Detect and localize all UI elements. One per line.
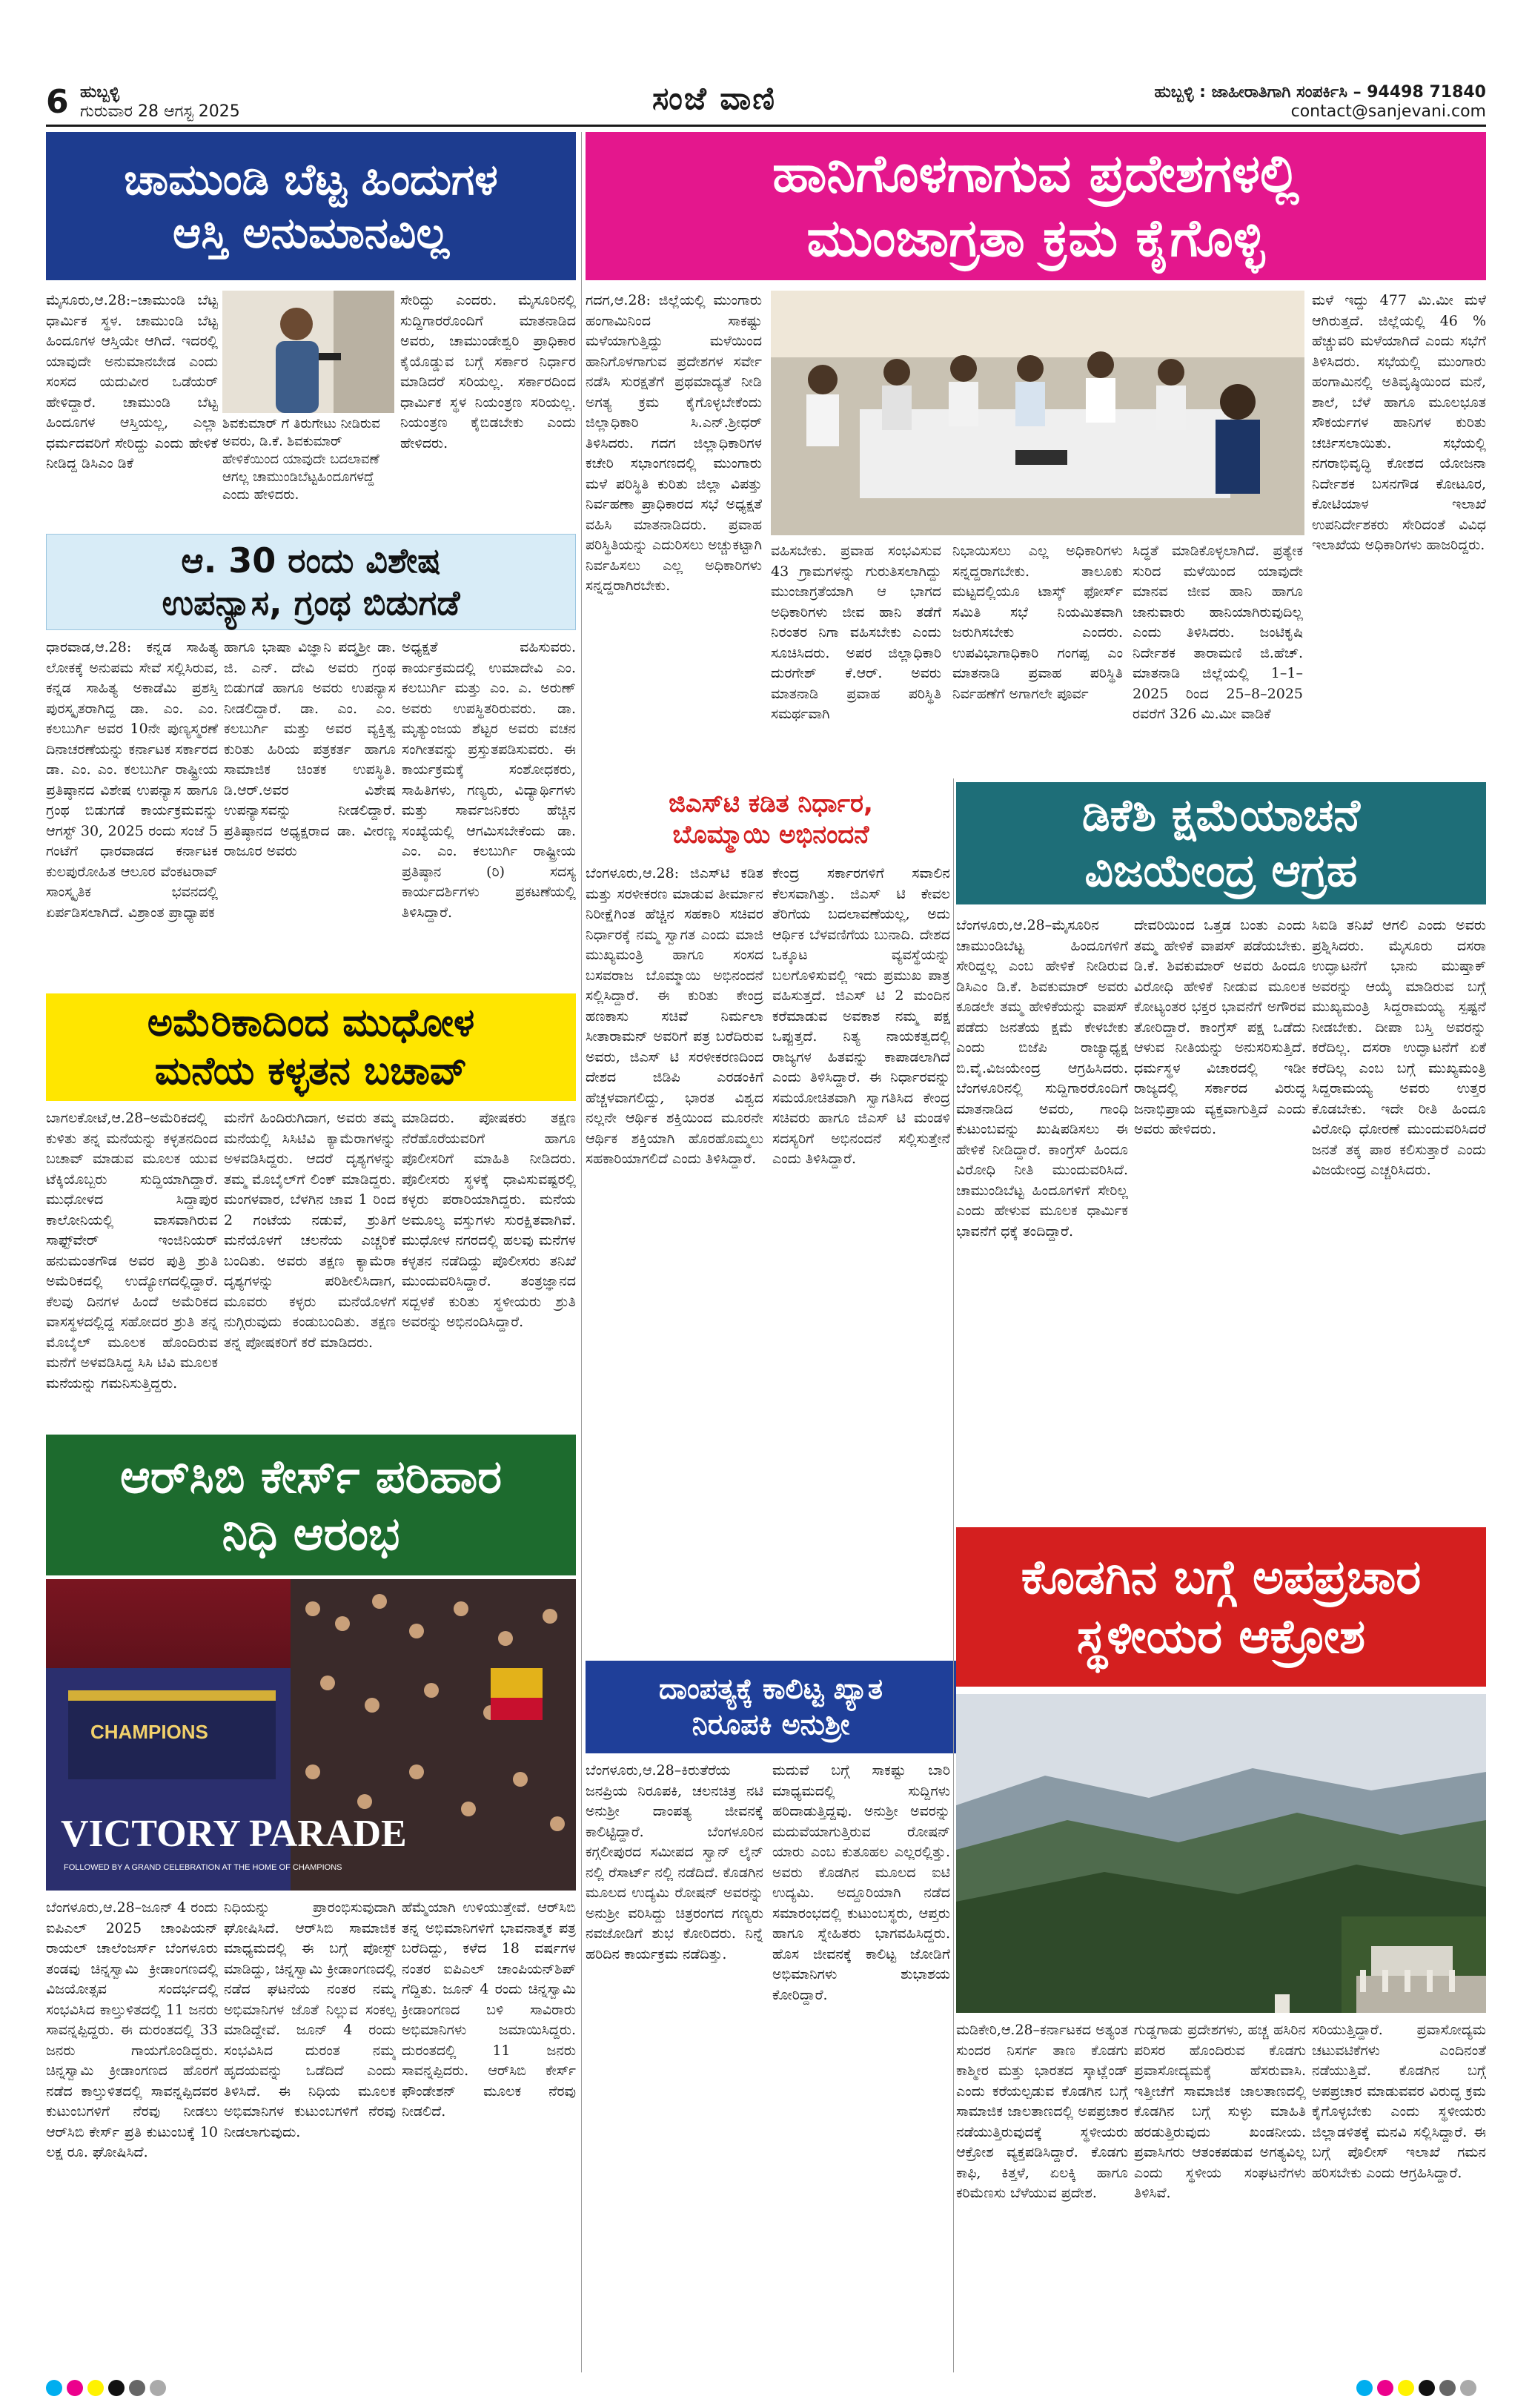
headline-hani: ಹಾನಿಗೊಳಗಾಗುವ ಪ್ರದೇಶಗಳಲ್ಲಿ ಮುಂಜಾಗ್ರತಾ ಕ್ರಮ ಕೈಗೊಳ್ಳಿ bbox=[586, 132, 1486, 280]
hani-col4: ಸಿದ್ಧತೆ ಮಾಡಿಕೊಳ್ಳಲಾಗಿದೆ. ಪ್ರತ್ಯೇಕ ಸುರಿದ ಮಳೆಯಿಂದ ಯಾವುದೇ ಮಾನವ ಜೀವ ಹಾನಿ ಹಾಗೂ ಜಾನುವಾರು ಹಾನಿಯಾಗಿರುವುದಿಲ್ಲ ಎಂದು ತಿಳಿಸಿದರು. ಜಂಟಿಕೃಷಿ ನಿರ್ದೇಶಕ ತಾರಾಮಣಿ ಜಿ.ಹೆಚ್. ಮಾತನಾಡಿ ಜಿಲ್ಲೆಯಲ್ಲಿ 1–1–2025 ರಿಂದ 25–8–2025 ರವರೆಗೆ 326 ಮಿ.ಮೀ ವಾಡಿಕೆ bbox=[1133, 543, 1303, 722]
column-rule bbox=[581, 132, 582, 2372]
rcb-col1: ಬೆಂಗಳೂರು,ಆ.28–ಜೂನ್ 4 ರಂದು ಐಪಿಎಲ್ 2025 ಚಾಂಪಿಯನ್ ರಾಯಲ್ ಚಾಲೆಂಜರ್ಸ್ ಬೆಂಗಳೂರು ತಂಡವು ಚಿನ್ನಸ್ವಾಮಿ ಕ್ರೀಡಾಂಗಣದಲ್ಲಿ ವಿಜಯೋತ್ಸವ ಸಂದರ್ಭದಲ್ಲಿ ಸಂಭವಿಸಿದ ಕಾಲ್ತುಳಿತದಲ್ಲಿ 11 ಜನರು ಸಾವನ್ನಪ್ಪಿದ್ದರು. ಈ ದುರಂತದಲ್ಲಿ 33 ಜನರು ಗಾಯಗೊಂಡಿದ್ದರು. ಚಿನ್ನಸ್ವಾಮಿ ಕ್ರೀಡಾಂಗಣದ ಹೊರಗೆ ನಡೆದ ಕಾಲ್ತುಳಿತದಲ್ಲಿ ಸಾವನ್ನಪ್ಪಿದವರ ಕುಟುಂಬಗಳಿಗೆ ನೆರವು ನೀಡಲು ಆರ್‌ಸಿಬಿ ಕೇರ್ಸ್ ಪ್ರತಿ ಕುಟುಂಬಕ್ಕೆ 10 ಲಕ್ಷ ರೂ. ಘೋಷಿಸಿದೆ. bbox=[46, 1899, 218, 2160]
column-rule bbox=[953, 778, 954, 2372]
upanyasa-col3: ಅಧ್ಯಕ್ಷತೆ ವಹಿಸುವರು. ಕಾರ್ಯಕ್ರಮದಲ್ಲಿ ಉಮಾದೇವಿ ಎಂ. ಕಲಬುರ್ಗಿ ಮತ್ತು ಎಂ. ಎ. ಅರುಣ್ ಅವರು ಉಪಸ್ಥಿತರಿರುವರು. ಡಾ. ಮೃತ್ಯುಂಜಯ ಶೆಟ್ಟರ ಅವರು ವಚನ ಸಂಗೀತವನ್ನು ಪ್ರಸ್ತುತಪಡಿಸುವರು. ಈ ಕಾರ್ಯಕ್ರಮಕ್ಕೆ ಸಂಶೋಧಕರು, ಸಾಹಿತಿಗಳು, ಗಣ್ಯರು, ವಿದ್ಯಾರ್ಥಿಗಳು ಮತ್ತು ಸಾರ್ವಜನಿಕರು ಹೆಚ್ಚಿನ ಸಂಖ್ಯೆಯಲ್ಲಿ ಆಗಮಿಸಬೇಕೆಂದು ಡಾ. ಎಂ. ಎಂ. ಕಲಬುರ್ಗಿ ರಾಷ್ಟ್ರೀಯ ಪ್ರತಿಷ್ಠಾನ (ರಿ) ಸದಸ್ಯ ಕಾರ್ಯದರ್ಶಿಗಳು ಪ್ರಕಟಣೆಯಲ್ಲಿ ತಿಳಿಸಿದ್ದಾರೆ. bbox=[402, 639, 576, 921]
hani-col1: ಗದಗ,ಆ.28: ಜಿಲ್ಲೆಯಲ್ಲಿ ಮುಂಗಾರು ಹಂಗಾಮಿನಿಂದ ಸಾಕಷ್ಟು ಮಳೆಯಾಗುತ್ತಿದ್ದು ಮಳೆಯಿಂದ ಹಾನಿಗೊಳಗಾಗುವ ಪ್ರದೇಶಗಳ ಸರ್ವೇ ನಡೆಸಿ ಸುರಕ್ಷತೆಗೆ ಪ್ರಥಮಾದ್ಯತೆ ನೀಡಿ ಅಗತ್ಯ ಕ್ರಮ ಕೈಗೊಳ್ಳಬೇಕೆಂದು ಜಿಲ್ಲಾಧಿಕಾರಿ ಸಿ.ಎನ್.ಶ್ರೀಧರ್ ತಿಳಿಸಿದರು. ಗದಗ ಜಿಲ್ಲಾಧಿಕಾರಿಗಳ ಕಚೇರಿ ಸಭಾಂಗಣದಲ್ಲಿ ಮುಂಗಾರು ಮಳೆ ಪರಿಸ್ಥಿತಿ ಕುರಿತು ಜಿಲ್ಲಾ ವಿಪತ್ತು ನಿರ್ವಹಣಾ ಪ್ರಾಧಿಕಾರದ ಸಭೆ ಅಧ್ಯಕ್ಷತೆ ವಹಿಸಿ ಮಾತನಾಡಿದರು. ಪ್ರವಾಹ ಪರಿಸ್ಥಿತಿಯನ್ನು ಎದುರಿಸಲು ಅಚ್ಚುಕಟ್ಟಾಗಿ ನಿರ್ವಹಿಸಲು ಎಲ್ಲ ಅಧಿಕಾರಿಗಳು ಸನ್ನದ್ದರಾಗಿರಬೇಕು. bbox=[586, 292, 762, 594]
print-registration-marks-right bbox=[1356, 2380, 1481, 2399]
chamundi-photo bbox=[222, 291, 394, 413]
rcb-col2: ನಿಧಿಯನ್ನು ಪ್ರಾರಂಭಿಸುವುದಾಗಿ ಘೋಷಿಸಿದೆ. ಆರ್‌ಸಿಬಿ ಸಾಮಾಜಿಕ ಮಾಧ್ಯಮದಲ್ಲಿ ಈ ಬಗ್ಗೆ ಪೋಸ್ಟ್ ಮಾಡಿದ್ದು, ಚಿನ್ನಸ್ವಾಮಿ ಕ್ರೀಡಾಂಗಣದಲ್ಲಿ ನಡೆದ ಘಟನೆಯ ನಂತರ ನಮ್ಮ ಅಭಿಮಾನಿಗಳ ಜೊತೆ ನಿಲ್ಲುವ ಸಂಕಲ್ಪ ಮಾಡಿದ್ದೇವೆ. ಜೂನ್ 4 ರಂದು ಸಂಭವಿಸಿದ ದುರಂತ ನಮ್ಮ ಹೃದಯವನ್ನು ಒಡೆದಿದೆ ಎಂದು ತಿಳಿಸಿದೆ. ಈ ನಿಧಿಯ ಮೂಲಕ ಅಭಿಮಾನಿಗಳ ಕುಟುಂಬಗಳಿಗೆ ನೆರವು ನೀಡಲಾಗುವುದು. bbox=[224, 1899, 396, 2140]
amerika-col3: ಮಾಡಿದರು. ಪೋಷಕರು ತಕ್ಷಣ ನೆರೆಹೊರೆಯವರಿಗೆ ಹಾಗೂ ಪೊಲೀಸರಿಗೆ ಮಾಹಿತಿ ನೀಡಿದರು. ಪೊಲೀಸರು ಸ್ಥಳಕ್ಕೆ ಧಾವಿಸುವಷ್ಟರಲ್ಲಿ ಕಳ್ಳರು ಪರಾರಿಯಾಗಿದ್ದರು. ಮನೆಯ ಅಮೂಲ್ಯ ವಸ್ತುಗಳು ಸುರಕ್ಷಿತವಾಗಿವೆ. ಮುಧೋಳ ನಗರದಲ್ಲಿ ಹಲವು ಮನೆಗಳ ಕಳ್ಳತನ ನಡೆದಿದ್ದು ಪೊಲೀಸರು ತನಿಖೆ ಮುಂದುವರಿಸಿದ್ದಾರೆ. ತಂತ್ರಜ್ಞಾನದ ಸದ್ಬಳಕೆ ಕುರಿತು ಸ್ಥಳೀಯರು ಶ್ರುತಿ ಅವರನ್ನು ಅಭಿನಂದಿಸಿದ್ದಾರೆ. bbox=[402, 1110, 576, 1330]
photo-text-victory-parade: VICTORY PARADE bbox=[61, 1813, 407, 1855]
kodagu-col2: ಗುಡ್ಡಗಾಡು ಪ್ರದೇಶಗಳು, ಹಚ್ಚ ಹಸಿರಿನ ಪರಿಸರ ಹೊಂದಿರುವ ಕೊಡಗು ಪ್ರವಾಸೋದ್ಯಮಕ್ಕೆ ಹೆಸರುವಾಸಿ. ಇತ್ತೀಚೆಗೆ ಸಾಮಾಜಿಕ ಜಾಲತಾಣದಲ್ಲಿ ಕೊಡಗಿನ ಬಗ್ಗೆ ಸುಳ್ಳು ಮಾಹಿತಿ ಹರಡುತ್ತಿರುವುದು ಖಂಡನೀಯ. ಪ್ರವಾಸಿಗರು ಆತಂಕಪಡುವ ಅಗತ್ಯವಿಲ್ಲ ಎಂದು ಸ್ಥಳೀಯ ಸಂಘಟನೆಗಳು ತಿಳಿಸಿವೆ. bbox=[1134, 2022, 1306, 2201]
upanyasa-col1: ಧಾರವಾಡ,ಆ.28: ಕನ್ನಡ ಸಾಹಿತ್ಯ ಲೋಕಕ್ಕೆ ಅನುಪಮ ಸೇವೆ ಸಲ್ಲಿಸಿರುವ, ಕನ್ನಡ ಸಾಹಿತ್ಯ ಅಕಾಡೆಮಿ ಪ್ರಶಸ್ತಿ ಪುರಸ್ಕೃತರಾಗಿದ್ದ ಡಾ. ಎಂ. ಎಂ. ಕಲಬುರ್ಗಿ ಅವರ 10ನೇ ಪುಣ್ಯಸ್ಮರಣೆ ದಿನಾಚರಣೆಯನ್ನು ಕರ್ನಾಟಕ ಸರ್ಕಾರದ ಡಾ. ಎಂ. ಎಂ. ಕಲಬುರ್ಗಿ ರಾಷ್ಟ್ರೀಯ ಪ್ರತಿಷ್ಠಾನದ ವಿಶೇಷ ಉಪನ್ಯಾಸ ಹಾಗೂ ಗ್ರಂಥ ಬಿಡುಗಡೆ ಕಾರ್ಯಕ್ರಮವನ್ನು ಆಗಸ್ಟ್ 30, 2025 ರಂದು ಸಂಜೆ 5 ಗಂಟೆಗೆ ಧಾರವಾಡದ ಕರ್ನಾಟಕ ಕುಲಪುರೋಹಿತ ಆಲೂರ ವೆಂಕಟರಾವ್ ಸಾಂಸ್ಕೃತಿಕ ಭವನದಲ್ಲಿ ಏರ್ಪಡಿಸಲಾಗಿದೆ. ವಿಶ್ರಾಂತ ಪ್ರಾಧ್ಯಾಪಕ bbox=[46, 639, 218, 921]
hani-meeting-photo bbox=[771, 291, 1304, 535]
page-number: 6 bbox=[46, 83, 69, 121]
kodagu-col3: ಸರಿಯುತ್ತಿದ್ದಾರೆ. ಪ್ರವಾಸೋದ್ಯಮ ಚಟುವಟಿಕೆಗಳು ಎಂದಿನಂತೆ ನಡೆಯುತ್ತಿವೆ. ಕೊಡಗಿನ ಬಗ್ಗೆ ಅಪಪ್ರಚಾರ ಮಾಡುವವರ ವಿರುದ್ಧ ಕ್ರಮ ಕೈಗೊಳ್ಳಬೇಕು ಎಂದು ಸ್ಥಳೀಯರು ಜಿಲ್ಲಾಡಳಿತಕ್ಕೆ ಮನವಿ ಸಲ್ಲಿಸಿದ್ದಾರೆ. ಈ ಬಗ್ಗೆ ಪೊಲೀಸ್ ಇಲಾಖೆ ಗಮನ ಹರಿಸಬೇಕು ಎಂದು ಆಗ್ರಹಿಸಿದ್ದಾರೆ. bbox=[1312, 2022, 1486, 2181]
masthead-email[interactable]: contact@sanjevani.com bbox=[1290, 102, 1486, 121]
amerika-col1: ಬಾಗಲಕೋಟೆ,ಆ.28–ಅಮೆರಿಕದಲ್ಲಿ ಕುಳಿತು ತನ್ನ ಮನೆಯನ್ನು ಕಳ್ಳತನದಿಂದ ಬಚಾವ್ ಮಾಡುವ ಮೂಲಕ ಯುವ ಟೆಕ್ಕಿಯೊಬ್ಬರು ಸುದ್ದಿಯಾಗಿದ್ದಾರೆ. ಮುಧೋಳದ ಸಿದ್ದಾಪುರ ಕಾಲೋನಿಯಲ್ಲಿ ವಾಸವಾಗಿರುವ ಸಾಫ್ಟ್‌ವೇರ್ ಇಂಜಿನಿಯರ್ ಹನುಮಂತಗೌಡ ಅವರ ಪುತ್ರಿ ಶ್ರುತಿ ಅಮೆರಿಕದಲ್ಲಿ ಉದ್ಯೋಗದಲ್ಲಿದ್ದಾರೆ. ಕೆಲವು ದಿನಗಳ ಹಿಂದೆ ಅಮೆರಿಕದ ವಾಸಸ್ಥಳದಲ್ಲಿದ್ದ ಸಹೋದರ ಶ್ರುತಿ ತನ್ನ ಮೊಬೈಲ್ ಮೂಲಕ ಹೊಂದಿರುವ ಮನೆಗೆ ಅಳವಡಿಸಿದ್ದ ಸಿಸಿ ಟಿವಿ ಮೂಲಕ ಮನೆಯನ್ನು ಗಮನಿಸುತ್ತಿದ್ದರು. bbox=[46, 1110, 218, 1392]
hani-col5: ಮಳೆ ಇದ್ದು 477 ಮಿ.ಮೀ ಮಳೆ ಆಗಿರುತ್ತದೆ. ಜಿಲ್ಲೆಯಲ್ಲಿ 46 % ಹೆಚ್ಚುವರಿ ಮಳೆಯಾಗಿದೆ ಎಂದು ಸಭೆಗೆ ತಿಳಿಸಿದರು. ಸಭೆಯಲ್ಲಿ ಮುಂಗಾರು ಹಂಗಾಮಿನಲ್ಲಿ ಅತಿವೃಷ್ಠಿಯಿಂದ ಮನೆ, ಶಾಲೆ, ಬೆಳೆ ಹಾಗೂ ಮೂಲಭೂತ ಸೌಕರ್ಯಗಳ ಹಾನಿಗಳ ಕುರಿತು ಚರ್ಚಿಸಲಾಯಿತು. ಸಭೆಯಲ್ಲಿ ನಗರಾಭಿವೃದ್ಧಿ ಕೋಶದ ಯೋಜನಾ ನಿರ್ದೇಶಕ ಬಸನಗೌಡ ಕೋಟೂರ, ಕೋಟಿಯಾಳ ಇಲಾಖೆ ಉಪನಿರ್ದೇಶಕರು ಸೇರಿದಂತೆ ವಿವಿಧ ಇಲಾಖೆಯ ಅಧಿಕಾರಿಗಳು ಹಾಜರಿದ್ದರು. bbox=[1312, 292, 1486, 553]
chamundi-caption: ಶಿವಕುಮಾರ್ ಗೆ ತಿರುಗೇಟು ನೀಡಿರುವ ಅವರು, ಡಿ.ಕೆ. ಶಿವಕುಮಾರ್ ಹೇಳಿಕೆಯಿಂದ ಯಾವುದೇ ಬದಲಾವಣೆ ಆಗಲ್ಲ ಚಾಮುಂಡಿಬೆಟ್ಟಹಿಂದೂಗಳದ್ದೆ ಎಂದು ಹೇಳಿದರು. bbox=[222, 416, 380, 503]
kodagu-col1: ಮಡಿಕೇರಿ,ಆ.28–ಕರ್ನಾಟಕದ ಅತ್ಯಂತ ಸುಂದರ ನಿಸರ್ಗ ತಾಣ ಕೊಡಗು ಕಾಶ್ಮೀರ ಮತ್ತು ಭಾರತದ ಸ್ಕಾಟ್ಲೆಂಡ್ ಎಂದು ಕರೆಯಲ್ಪಡುವ ಕೊಡಗಿನ ಬಗ್ಗೆ ಸಾಮಾಜಿಕ ಜಾಲತಾಣದಲ್ಲಿ ಅಪಪ್ರಚಾರ ನಡೆಯುತ್ತಿರುವುದಕ್ಕೆ ಸ್ಥಳೀಯರು ಆಕ್ರೋಶ ವ್ಯಕ್ತಪಡಿಸಿದ್ದಾರೆ. ಕೊಡಗು ಕಾಫಿ, ಕಿತ್ತಳೆ, ಏಲಕ್ಕಿ ಹಾಗೂ ಕರಿಮೆಣಸು ಬೆಳೆಯುವ ಪ್ರದೇಶ. bbox=[956, 2022, 1128, 2201]
headline-rcb: ಆರ್‌ಸಿಬಿ ಕೇರ್ಸ್ ಪರಿಹಾರ ನಿಧಿ ಆರಂಭ bbox=[46, 1435, 576, 1575]
gst-col2: ಕೇಂದ್ರ ಸರ್ಕಾರಗಳಿಗೆ ಸವಾಲಿನ ಕೆಲಸವಾಗಿತ್ತು. ಜಿಎಸ್ ಟಿ ಕೇವಲ ತೆರಿಗೆಯ ಬದಲಾವಣೆಯಲ್ಲ, ಅದು ಆರ್ಥಿಕ ಬೆಳವಣಿಗೆಯ ಬುನಾದಿ. ದೇಶದ ಒಕ್ಕೂಟ ವ್ಯವಸ್ಥೆಯನ್ನು ಬಲಗೊಳಿಸುವಲ್ಲಿ ಇದು ಪ್ರಮುಖ ಪಾತ್ರ ವಹಿಸುತ್ತದೆ. ಜಿಎಸ್ ಟಿ 2 ಮಂದಿನ ಕರೆಮಾಡುವ ಅವಕಾಶ ನಮ್ಮ ಪಕ್ಷ ಒಪ್ಪುತ್ತದೆ. ನಿತ್ಯ ನಾಯಕತ್ವದಲ್ಲಿ ರಾಜ್ಯಗಳ ಹಿತವನ್ನು ಕಾಪಾಡಲಾಗಿದೆ ಎಂದು ತಿಳಿಸಿದ್ದಾರೆ. ಈ ನಿರ್ಧಾರವನ್ನು ಸಮಯೋಚಿತವಾಗಿ ಸ್ವಾಗತಿಸಿದ ಕೇಂದ್ರ ಸಚಿವರು ಹಾಗೂ ಜಿಎಸ್ ಟಿ ಮಂಡಳಿ ಸದಸ್ಯರಿಗೆ ಅಭಿನಂದನೆ ಸಲ್ಲಿಸುತ್ತೇನೆ ಎಂದು ತಿಳಿಸಿದ್ದಾರೆ. bbox=[772, 865, 950, 1167]
headline-anushree: ದಾಂಪತ್ಯಕ್ಕೆ ಕಾಲಿಟ್ಟ ಖ್ಯಾತ ನಿರೂಪಕಿ ಅನುಶ್ರೀ bbox=[586, 1661, 956, 1753]
masthead-city: ಹುಬ್ಬಳ್ಳಿ bbox=[80, 83, 120, 102]
rcb-col3: ಹೆಮ್ಮೆಯಾಗಿ ಉಳಿಯುತ್ತೇವೆ. ಆರ್‌ಸಿಬಿ ತನ್ನ ಅಭಿಮಾನಿಗಳಿಗೆ ಭಾವನಾತ್ಮಕ ಪತ್ರ ಬರೆದಿದ್ದು, ಕಳೆದ 18 ವರ್ಷಗಳ ನಂತರ ಐಪಿಎಲ್ ಚಾಂಪಿಯನ್‌ಶಿಪ್ ಗೆದ್ದಿತು. ಜೂನ್ 4 ರಂದು ಚಿನ್ನಸ್ವಾಮಿ ಕ್ರೀಡಾಂಗಣದ ಬಳಿ ಸಾವಿರಾರು ಅಭಿಮಾನಿಗಳು ಜಮಾಯಿಸಿದ್ದರು. ದುರಂತದಲ್ಲಿ 11 ಜನರು ಸಾವನ್ನಪ್ಪಿದರು. ಆರ್‌ಸಿಬಿ ಕೇರ್ಸ್ ಫೌಂಡೇಶನ್ ಮೂಲಕ ನೆರವು ನೀಡಲಿದೆ. bbox=[402, 1899, 576, 2120]
masthead-rule bbox=[46, 125, 1486, 127]
dkshi-col3: ಸಿಐಡಿ ತನಿಖೆ ಆಗಲಿ ಎಂದು ಅವರು ಪ್ರಶ್ನಿಸಿದರು. ಮೈಸೂರು ದಸರಾ ಉದ್ಘಾಟನೆಗೆ ಭಾನು ಮುಷ್ತಾಕ್ ಅವರನ್ನು ಆಯ್ಕೆ ಮಾಡಿರುವ ಬಗ್ಗೆ ಮುಖ್ಯಮಂತ್ರಿ ಸಿದ್ದರಾಮಯ್ಯ ಸ್ಪಷ್ಟನೆ ನೀಡಬೇಕು. ದೀಪಾ ಬಸ್ತಿ ಅವರನ್ನು ಕರೆದಿಲ್ಲ. ದಸರಾ ಉದ್ಘಾಟನೆಗೆ ಏಕೆ ಕರೆದಿಲ್ಲ ಎಂಬ ಬಗ್ಗೆ ಮುಖ್ಯಮಂತ್ರಿ ಸಿದ್ದರಾಮಯ್ಯ ಅವರು ಉತ್ತರ ಕೊಡಬೇಕು. ಇದೇ ರೀತಿ ಹಿಂದೂ ವಿರೋಧಿ ಧೋರಣೆ ಮುಂದುವರಿಸಿದರೆ ಜನತೆ ತಕ್ಕ ಪಾಠ ಕಲಿಸುತ್ತಾರೆ ಎಂದು ವಿಜಯೇಂದ್ರ ಎಚ್ಚರಿಸಿದರು. bbox=[1312, 917, 1486, 1178]
headline-upanyasa: ಆ. 30 ರಂದು ವಿಶೇಷ ಉಪನ್ಯಾಸ, ಗ್ರಂಥ ಬಿಡುಗಡೆ bbox=[46, 534, 576, 630]
headline-kodagu: ಕೊಡಗಿನ ಬಗ್ಗೆ ಅಪಪ್ರಚಾರ ಸ್ಥಳೀಯರ ಆಕ್ರೋಶ bbox=[956, 1527, 1486, 1687]
anushree-col1: ಬೆಂಗಳೂರು,ಆ.28–ಕಿರುತೆರೆಯ ಜನಪ್ರಿಯ ನಿರೂಪಕಿ, ಚಲನಚಿತ್ರ ನಟಿ ಅನುಶ್ರೀ ದಾಂಪತ್ಯ ಜೀವನಕ್ಕೆ ಕಾಲಿಟ್ಟಿದ್ದಾರೆ. ಬೆಂಗಳೂರಿನ ಕಗ್ಗಲೀಪುರದ ಸಮೀಪದ ಸ್ವಾನ್ ಲೈನ್ ನಲ್ಲಿ ರೆಸಾರ್ಟ್ ನಲ್ಲಿ ನಡೆದಿದೆ. ಕೊಡಗಿನ ಮೂಲದ ಉದ್ಯಮಿ ರೋಷನ್ ಅವರನ್ನು ಅನುಶ್ರೀ ವರಿಸಿದ್ದು ಚಿತ್ರರಂಗದ ಗಣ್ಯರು ನವಜೋಡಿಗೆ ಶುಭ ಕೋರಿದರು. ನಿನ್ನೆ ಹರಿದಿನ ಕಾರ್ಯಕ್ರಮ ನಡೆದಿತ್ತು. bbox=[586, 1762, 763, 1962]
kodagu-landscape-photo bbox=[956, 1694, 1486, 2013]
upanyasa-col2: ಹಾಗೂ ಭಾಷಾ ವಿಜ್ಞಾನಿ ಪದ್ಮಶ್ರೀ ಡಾ. ಜಿ. ಎನ್. ದೇವಿ ಅವರು ಗ್ರಂಥ ಬಿಡುಗಡೆ ಹಾಗೂ ಅವರು ಉಪನ್ಯಾಸ ನೀಡಲಿದ್ದಾರೆ. ಡಾ. ಎಂ. ಎಂ. ಕಲಬುರ್ಗಿ ಮತ್ತು ಅವರ ವ್ಯಕ್ತಿತ್ವ ಕುರಿತು ಹಿರಿಯ ಪತ್ರಕರ್ತ ಹಾಗೂ ಸಾಮಾಜಿಕ ಚಿಂತಕ ಉಪಸ್ಥಿತಿ. ಡಿ.ಆರ್.ಅವರ ವಿಶೇಷ ಉಪನ್ಯಾಸವನ್ನು ನೀಡಲಿದ್ದಾರೆ. ಪ್ರತಿಷ್ಠಾನದ ಅಧ್ಯಕ್ಷರಾದ ಡಾ. ವೀರಣ್ಣ ರಾಜೂರ ಅವರು bbox=[224, 639, 396, 859]
newspaper-logo: ಸಂಜೆ ವಾಣಿ bbox=[652, 80, 776, 116]
headline-amerika: ಅಮೆರಿಕಾದಿಂದ ಮುಧೋಳ ಮನೆಯ ಕಳ್ಳತನ ಬಚಾವ್ bbox=[46, 993, 576, 1101]
headline-chamundi: ಚಾಮುಂಡಿ ಬೆಟ್ಟ ಹಿಂದುಗಳ ಆಸ್ತಿ ಅನುಮಾನವಿಲ್ಲ bbox=[46, 132, 576, 280]
photo-text-caption: FOLLOWED BY A GRAND CELEBRATION AT THE HOME OF CHAMPIONS bbox=[64, 1863, 342, 1872]
amerika-col2: ಮನೆಗೆ ಹಿಂದಿರುಗಿದಾಗ, ಅವರು ತಮ್ಮ ಮನೆಯಲ್ಲಿ ಸಿಸಿಟಿವಿ ಕ್ಯಾಮೆರಾಗಳನ್ನು ಅಳವಡಿಸಿದ್ದರು. ಆದರೆ ದೃಶ್ಯಗಳನ್ನು ತಮ್ಮ ಮೊಬೈಲ್‌ಗೆ ಲಿಂಕ್ ಮಾಡಿದ್ದರು. ಮಂಗಳವಾರ, ಬೆಳಗಿನ ಜಾವ 1 ರಿಂದ 2 ಗಂಟೆಯ ನಡುವೆ, ಶ್ರುತಿಗೆ ಮನೆಯೊಳಗೆ ಚಲನೆಯ ಎಚ್ಚರಿಕೆ ಬಂದಿತು. ಅವರು ತಕ್ಷಣ ಕ್ಯಾಮೆರಾ ದೃಶ್ಯಗಳನ್ನು ಪರಿಶೀಲಿಸಿದಾಗ, ಮೂವರು ಕಳ್ಳರು ಮನೆಯೊಳಗೆ ನುಗ್ಗಿರುವುದು ಕಂಡುಬಂದಿತು. ತಕ್ಷಣ ತನ್ನ ಪೋಷಕರಿಗೆ ಕರೆ ಮಾಡಿದರು. bbox=[224, 1110, 396, 1351]
photo-text-champions: CHAMPIONS bbox=[90, 1721, 208, 1743]
anushree-col2: ಮದುವೆ ಬಗ್ಗೆ ಸಾಕಷ್ಟು ಬಾರಿ ಮಾಧ್ಯಮದಲ್ಲಿ ಸುದ್ದಿಗಳು ಹರಿದಾಡುತ್ತಿದ್ದವು. ಅನುಶ್ರೀ ಅವರನ್ನು ಮದುವೆಯಾಗುತ್ತಿರುವ ರೋಷನ್ ಯಾರು ಎಂಬ ಕುತೂಹಲ ಎಲ್ಲರಲ್ಲಿತ್ತು. ಅವರು ಕೊಡಗಿನ ಮೂಲದ ಐಟಿ ಉದ್ಯಮಿ. ಅದ್ದೂರಿಯಾಗಿ ನಡೆದ ಸಮಾರಂಭದಲ್ಲಿ ಕುಟುಂಬಸ್ಥರು, ಆಪ್ತರು ಹಾಗೂ ಸ್ನೇಹಿತರು ಭಾಗವಹಿಸಿದ್ದರು. ಹೊಸ ಜೀವನಕ್ಕೆ ಕಾಲಿಟ್ಟ ಜೋಡಿಗೆ ಅಭಿಮಾನಿಗಳು ಶುಭಾಶಯ ಕೋರಿದ್ದಾರೆ. bbox=[772, 1762, 950, 2003]
headline-dkshi: ಡಿಕೆಶಿ ಕ್ಷಮೆಯಾಚನೆ ವಿಜಯೇಂದ್ರ ಆಗ್ರಹ bbox=[956, 782, 1486, 904]
masthead-contact: ಹುಬ್ಬಳ್ಳಿ : ಜಾಹೀರಾತಿಗಾಗಿ ಸಂಪರ್ಕಿಸಿ – 94498 71840 bbox=[1154, 83, 1486, 102]
hani-col3: ನಿಭಾಯಿಸಲು ಎಲ್ಲ ಅಧಿಕಾರಿಗಳು ಸನ್ನದ್ದರಾಗಬೇಕು. ತಾಲೂಕು ಮಟ್ಟದಲ್ಲಿಯೂ ಟಾಸ್ಕ್ ಫೋರ್ಸ್ ಸಮಿತಿ ಸಭೆ ನಿಯಮಿತವಾಗಿ ಜರುಗಿಸಬೇಕು ಎಂದರು. ಉಪವಿಭಾಗಾಧಿಕಾರಿ ಗಂಗಪ್ಪ ಎಂ ಮಾತನಾಡಿ ಪ್ರವಾಹ ಪರಿಸ್ಥಿತಿ ನಿರ್ವಹಣೆಗೆ ಅಗಾಗಲೇ ಪೂರ್ವ bbox=[952, 543, 1123, 702]
dkshi-col1: ಬೆಂಗಳೂರು,ಆ.28–ಮೈಸೂರಿನ ಚಾಮುಂಡಿಬೆಟ್ಟ ಹಿಂದೂಗಳಿಗೆ ಸೇರಿದ್ದಲ್ಲ ಎಂಬ ಹೇಳಿಕೆ ನೀಡಿರುವ ಡಿಸಿಎಂ ಡಿ.ಕೆ. ಶಿವಕುಮಾರ್ ಅವರು ಕೂಡಲೇ ತಮ್ಮ ಹೇಳಿಕೆಯನ್ನು ವಾಪಸ್ ಪಡೆದು ಜನತೆಯ ಕ್ಷಮೆ ಕೇಳಬೇಕು ಎಂದು ಬಿಜೆಪಿ ರಾಜ್ಯಾಧ್ಯಕ್ಷ ಬಿ.ವೈ.ವಿಜಯೇಂದ್ರ ಆಗ್ರಹಿಸಿದರು. ಬೆಂಗಳೂರಿನಲ್ಲಿ ಸುದ್ದಿಗಾರರೊಂದಿಗೆ ಮಾತನಾಡಿದ ಅವರು, ಗಾಂಧಿ ಕುಟುಂಬವನ್ನು ಖುಷಿಪಡಿಸಲು ಈ ಹೇಳಿಕೆ ನೀಡಿದ್ದಾರೆ. ಕಾಂಗ್ರೆಸ್ ಹಿಂದೂ ವಿರೋಧಿ ನೀತಿ ಮುಂದುವರಿಸಿದೆ. ಚಾಮುಂಡಿಬೆಟ್ಟ ಹಿಂದೂಗಳಿಗೆ ಸೇರಿಲ್ಲ ಎಂದು ಹೇಳುವ ಮೂಲಕ ಧಾರ್ಮಿಕ ಭಾವನೆಗೆ ಧಕ್ಕೆ ತಂದಿದ್ದಾರೆ. bbox=[956, 917, 1128, 1240]
dkshi-col2: ದೇವರಿಯಿಂದ ಒತ್ತಡ ಬಂತು ಎಂದು ತಮ್ಮ ಹೇಳಿಕೆ ವಾಪಸ್ ಪಡೆಯಬೇಕು. ಡಿ.ಕೆ. ಶಿವಕುಮಾರ್ ಅವರು ಹಿಂದೂ ವಿರೋಧಿ ಹೇಳಿಕೆ ನೀಡುವ ಮೂಲಕ ಕೋಟ್ಯಂತರ ಭಕ್ತರ ಭಾವನೆಗೆ ಅಗೌರವ ತೋರಿದ್ದಾರೆ. ಕಾಂಗ್ರೆಸ್ ಪಕ್ಷ ಒಡೆದು ಆಳುವ ನೀತಿಯನ್ನು ಅನುಸರಿಸುತ್ತಿದೆ. ಧರ್ಮಸ್ಥಳ ವಿಚಾರದಲ್ಲಿ ಇಡೀ ರಾಜ್ಯದಲ್ಲಿ ಸರ್ಕಾರದ ವಿರುದ್ಧ ಜನಾಭಿಪ್ರಾಯ ವ್ಯಕ್ತವಾಗುತ್ತಿದೆ ಎಂದು ಅವರು ಹೇಳಿದರು. bbox=[1134, 917, 1306, 1137]
gst-col1: ಬೆಂಗಳೂರು,ಆ.28: ಜಿಎಸ್‌ಟಿ ಕಡಿತ ಮತ್ತು ಸರಳೀಕರಣ ಮಾಡುವ ತೀರ್ಮಾನ ನಿರೀಕ್ಷೆಗಿಂತ ಹೆಚ್ಚಿನ ಸಹಕಾರಿ ಸಚಿವರ ನಿರ್ಧಾರಕ್ಕೆ ನಮ್ಮ ಸ್ವಾಗತ ಎಂದು ಮಾಜಿ ಮುಖ್ಯಮಂತ್ರಿ ಹಾಗೂ ಸಂಸದ ಬಸವರಾಜ ಬೊಮ್ಮಾಯಿ ಅಭಿನಂದನೆ ಸಲ್ಲಿಸಿದ್ದಾರೆ. ಈ ಕುರಿತು ಕೇಂದ್ರ ಹಣಕಾಸು ಸಚಿವೆ ನಿರ್ಮಲಾ ಸೀತಾರಾಮನ್ ಅವರಿಗೆ ಪತ್ರ ಬರೆದಿರುವ ಅವರು, ಜಿಎಸ್ ಟಿ ಸರಳೀಕರಣದಿಂದ ದೇಶದ ಜಿಡಿಪಿ ಎರಡಂಕಿಗೆ ಹೆಚ್ಚಳವಾಗಲಿದ್ದು, ಭಾರತ ವಿಶ್ವದ ನಲ್ಲನೇ ಆರ್ಥಿಕ ಶಕ್ತಿಯಿಂದ ಮೂರನೇ ಆರ್ಥಿಕ ಶಕ್ತಿಯಾಗಿ ಹೊರಹೊಮ್ಮಲು ಸಹಕಾರಿಯಾಗಲಿದೆ ಎಂದು ತಿಳಿಸಿದ್ದಾರೆ. bbox=[586, 865, 763, 1167]
print-registration-marks-left bbox=[46, 2380, 170, 2399]
hani-col2: ವಹಿಸಬೇಕು. ಪ್ರವಾಹ ಸಂಭವಿಸುವ 43 ಗ್ರಾಮಗಳನ್ನು ಗುರುತಿಸಲಾಗಿದ್ದು ಮುಂಜಾಗ್ರತೆಯಾಗಿ ಆ ಭಾಗದ ಅಧಿಕಾರಿಗಳು ಜೀವ ಹಾನಿ ತಡೆಗೆ ನಿರಂತರ ನಿಗಾ ವಹಿಸಬೇಕು ಎಂದು ಸೂಚಿಸಿದರು. ಅಪರ ಜಿಲ್ಲಾಧಿಕಾರಿ ದುರಗೇಶ್ ಕೆ.ಆರ್. ಅವರು ಮಾತನಾಡಿ ಪ್ರವಾಹ ಪರಿಸ್ಥಿತಿ ಸಮರ್ಥವಾಗಿ bbox=[771, 543, 941, 722]
rcb-victory-parade-photo bbox=[46, 1579, 576, 1891]
chamundi-col1: ಮೈಸೂರು,ಆ.28:–ಚಾಮುಂಡಿ ಬೆಟ್ಟ ಧಾರ್ಮಿಕ ಸ್ಥಳ. ಚಾಮುಂಡಿ ಬೆಟ್ಟ ಹಿಂದೂಗಳ ಆಸ್ತಿಯೇ ಆಗಿದೆ. ಇದರಲ್ಲಿ ಯಾವುದೇ ಅನುಮಾನಬೇಡ ಎಂದು ಸಂಸದ ಯದುವೀರ ಒಡೆಯರ್ ಹೇಳಿದ್ದಾರೆ. ಚಾಮುಂಡಿ ಬೆಟ್ಟ ಹಿಂದೂಗಳ ಆಸ್ತಿಯಲ್ಲ, ಎಲ್ಲಾ ಧರ್ಮದವರಿಗೆ ಸೇರಿದ್ದು ಎಂದು ಹೇಳಿಕೆ ನೀಡಿದ್ದ ಡಿಸಿಎಂ ಡಿಕೆ bbox=[46, 292, 218, 472]
masthead-date: ಗುರುವಾರ 28 ಆಗಸ್ಟ 2025 bbox=[80, 102, 240, 121]
headline-gst: ಜಿಎಸ್‌ಟಿ ಕಡಿತ ನಿರ್ಧಾರ, ಬೊಮ್ಮಾಯಿ ಅಭಿನಂದನೆ bbox=[669, 788, 873, 850]
chamundi-col2: ಸೇರಿದ್ದು ಎಂದರು. ಮೈಸೂರಿನಲ್ಲಿ ಸುದ್ದಿಗಾರರೊಂದಿಗೆ ಮಾತನಾಡಿದ ಅವರು, ಚಾಮುಂಡೇಶ್ವರಿ ಪ್ರಾಧಿಕಾರ ಕೈಯೊಡ್ಡುವ ಬಗ್ಗೆ ಸರ್ಕಾರ ನಿರ್ಧಾರ ಮಾಡಿದರೆ ಸರಿಯಲ್ಲ. ಸರ್ಕಾರದಿಂದ ಧಾರ್ಮಿಕ ಸ್ಥಳ ನಿಯಂತ್ರಣ ಸರಿಯಲ್ಲ. ನಿಯಂತ್ರಣ ಕೈಬಿಡಬೇಕು ಎಂದು ಹೇಳಿದರು. bbox=[400, 292, 576, 452]
